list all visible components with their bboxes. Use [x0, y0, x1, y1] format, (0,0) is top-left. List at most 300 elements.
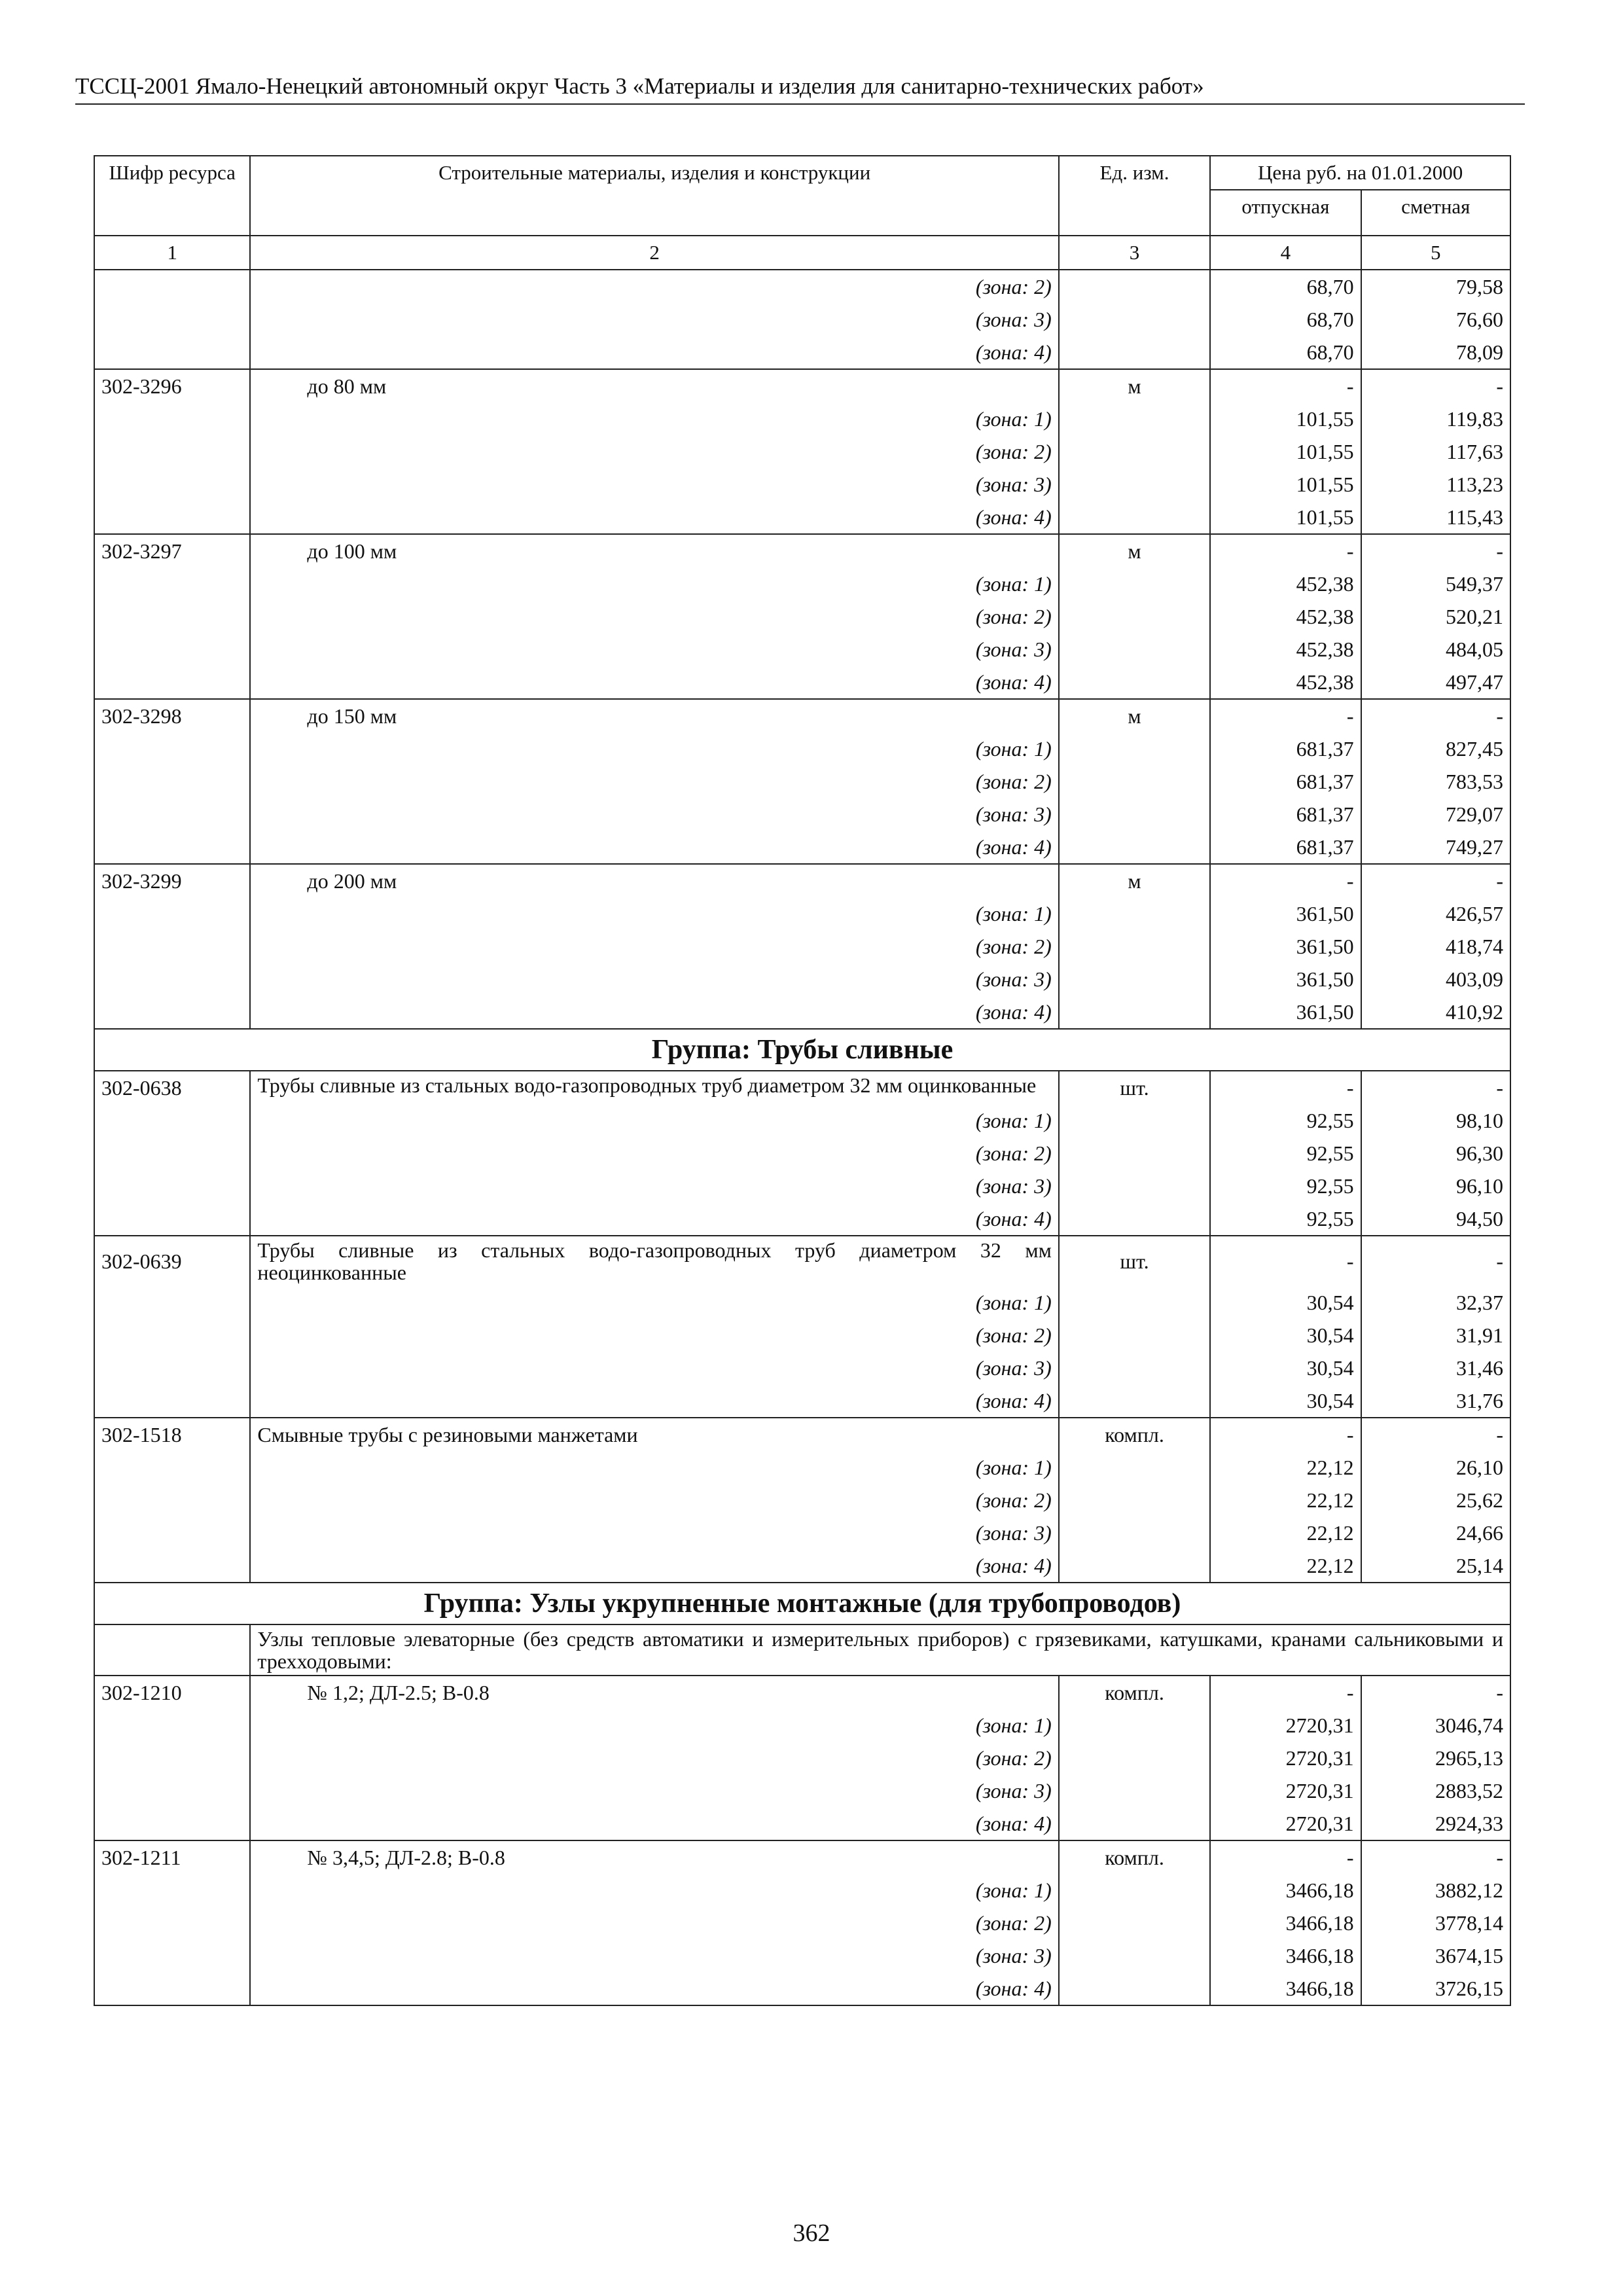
unit-of-measure: [1059, 567, 1210, 600]
release-price: 68,70: [1210, 303, 1361, 336]
col-number-3: 3: [1059, 236, 1210, 270]
resource-code: [94, 1907, 250, 1939]
unit-of-measure: м: [1059, 369, 1210, 403]
unit-of-measure: [1059, 1104, 1210, 1137]
zone-price-row: [94, 1549, 1510, 1583]
zone-price-row: [94, 1286, 1510, 1319]
estimate-price: 3046,74: [1361, 1709, 1510, 1742]
resource-code: [94, 1484, 250, 1516]
unit-of-measure: [1059, 1202, 1210, 1236]
resource-code: [94, 1286, 250, 1319]
zone-label: (зона: 1): [250, 567, 1058, 600]
resource-code: [94, 765, 250, 798]
resource-code: [94, 403, 250, 435]
zone-label: (зона: 3): [250, 633, 1058, 666]
resource-name: до 80 мм: [250, 369, 1058, 403]
zone-label: (зона: 4): [250, 1549, 1058, 1583]
zone-price-row: [94, 1939, 1510, 1972]
zone-label: (зона: 3): [250, 303, 1058, 336]
zone-price-row: [94, 1170, 1510, 1202]
resource-code: [94, 666, 250, 699]
unit-of-measure: [1059, 633, 1210, 666]
release-price: -: [1210, 699, 1361, 732]
estimate-price: 26,10: [1361, 1451, 1510, 1484]
zone-price-row: [94, 930, 1510, 963]
unit-of-measure: [1059, 1907, 1210, 1939]
zone-price-row: [94, 897, 1510, 930]
col-number-4: 4: [1210, 236, 1361, 270]
zone-label: (зона: 3): [250, 1170, 1058, 1202]
col-header-price: Цена руб. на 01.01.2000: [1210, 156, 1510, 190]
unit-of-measure: [1059, 831, 1210, 864]
estimate-price: 113,23: [1361, 468, 1510, 501]
zone-label: (зона: 4): [250, 336, 1058, 369]
resource-row: [94, 534, 1510, 567]
resource-code: [94, 1104, 250, 1137]
resource-code: 302-3297: [94, 534, 250, 567]
estimate-price: 98,10: [1361, 1104, 1510, 1137]
resource-row: [94, 1418, 1510, 1451]
unit-of-measure: [1059, 1384, 1210, 1418]
estimate-price: 426,57: [1361, 897, 1510, 930]
release-price: 681,37: [1210, 831, 1361, 864]
unit-of-measure: [1059, 1939, 1210, 1972]
zone-price-row: [94, 1516, 1510, 1549]
estimate-price: -: [1361, 1236, 1510, 1286]
estimate-price: -: [1361, 864, 1510, 897]
unit-of-measure: шт.: [1059, 1236, 1210, 1286]
unit-of-measure: компл.: [1059, 1418, 1210, 1451]
group-header-row: [94, 1029, 1510, 1071]
zone-label: (зона: 2): [250, 435, 1058, 468]
resource-name: № 1,2; ДЛ-2.5; В-0.8: [250, 1676, 1058, 1709]
release-price: 22,12: [1210, 1484, 1361, 1516]
zone-price-row: [94, 798, 1510, 831]
release-price: 30,54: [1210, 1319, 1361, 1352]
release-price: -: [1210, 1418, 1361, 1451]
unit-of-measure: [1059, 1807, 1210, 1840]
unit-of-measure: [1059, 765, 1210, 798]
zone-price-row: [94, 963, 1510, 996]
unit-of-measure: [1059, 403, 1210, 435]
unit-of-measure: [1059, 963, 1210, 996]
zone-label: (зона: 3): [250, 798, 1058, 831]
release-price: 22,12: [1210, 1451, 1361, 1484]
zone-label: (зона: 4): [250, 666, 1058, 699]
release-price: -: [1210, 1071, 1361, 1104]
estimate-price: -: [1361, 1071, 1510, 1104]
unit-of-measure: [1059, 897, 1210, 930]
release-price: 452,38: [1210, 666, 1361, 699]
estimate-price: -: [1361, 369, 1510, 403]
resource-code: [94, 831, 250, 864]
estimate-price: -: [1361, 1676, 1510, 1709]
resource-name: до 200 мм: [250, 864, 1058, 897]
zone-label: (зона: 4): [250, 501, 1058, 534]
release-price: 92,55: [1210, 1170, 1361, 1202]
zone-label: (зона: 4): [250, 1807, 1058, 1840]
zone-label: (зона: 2): [250, 1137, 1058, 1170]
unit-of-measure: [1059, 1516, 1210, 1549]
resource-row: [94, 864, 1510, 897]
zone-label: (зона: 1): [250, 1709, 1058, 1742]
release-price: 3466,18: [1210, 1972, 1361, 2005]
resource-code: 302-3298: [94, 699, 250, 732]
estimate-price: 119,83: [1361, 403, 1510, 435]
unit-of-measure: м: [1059, 864, 1210, 897]
estimate-price: 25,14: [1361, 1549, 1510, 1583]
resource-code: [94, 1874, 250, 1907]
resource-code: 302-3299: [94, 864, 250, 897]
resource-row: [94, 1071, 1510, 1104]
unit-of-measure: [1059, 666, 1210, 699]
zone-price-row: [94, 1352, 1510, 1384]
unit-of-measure: [1059, 336, 1210, 369]
resource-row: [94, 1676, 1510, 1709]
estimate-price: 3726,15: [1361, 1972, 1510, 2005]
resource-code: [94, 1807, 250, 1840]
estimate-price: 115,43: [1361, 501, 1510, 534]
zone-label: (зона: 3): [250, 1516, 1058, 1549]
estimate-price: 31,46: [1361, 1352, 1510, 1384]
resource-code: [94, 1774, 250, 1807]
resource-code: 302-1518: [94, 1418, 250, 1451]
estimate-price: 549,37: [1361, 567, 1510, 600]
unit-of-measure: [1059, 501, 1210, 534]
resource-code: [94, 1972, 250, 2005]
release-price: 92,55: [1210, 1202, 1361, 1236]
estimate-price: 484,05: [1361, 633, 1510, 666]
zone-price-row: [94, 501, 1510, 534]
resource-code: [94, 996, 250, 1029]
col-number-5: 5: [1361, 236, 1510, 270]
resource-code: [94, 1709, 250, 1742]
release-price: 101,55: [1210, 501, 1361, 534]
unit-of-measure: [1059, 1286, 1210, 1319]
release-price: 2720,31: [1210, 1774, 1361, 1807]
release-price: 68,70: [1210, 270, 1361, 303]
zone-label: (зона: 1): [250, 732, 1058, 765]
zone-label: (зона: 2): [250, 600, 1058, 633]
release-price: 2720,31: [1210, 1742, 1361, 1774]
resource-code: [94, 1549, 250, 1583]
resource-code: 302-3296: [94, 369, 250, 403]
resource-code: [94, 1451, 250, 1484]
resource-code: [94, 798, 250, 831]
resource-code: 302-1210: [94, 1676, 250, 1709]
release-price: 30,54: [1210, 1286, 1361, 1319]
zone-price-row: [94, 996, 1510, 1029]
estimate-price: 78,09: [1361, 336, 1510, 369]
zone-price-row: [94, 1807, 1510, 1840]
unit-of-measure: [1059, 930, 1210, 963]
release-price: 92,55: [1210, 1137, 1361, 1170]
resource-code: 302-0638: [94, 1071, 250, 1104]
resource-code: [94, 633, 250, 666]
col-header-release-price: отпускная: [1210, 190, 1361, 236]
release-price: -: [1210, 534, 1361, 567]
resource-code: [94, 1939, 250, 1972]
col-header-name: Строительные материалы, изделия и конструкции: [250, 156, 1058, 236]
release-price: 361,50: [1210, 930, 1361, 963]
resource-code: [94, 1137, 250, 1170]
unit-of-measure: [1059, 303, 1210, 336]
zone-price-row: [94, 831, 1510, 864]
resource-code: [94, 1170, 250, 1202]
release-price: 101,55: [1210, 468, 1361, 501]
zone-label: (зона: 4): [250, 1384, 1058, 1418]
release-price: 22,12: [1210, 1549, 1361, 1583]
unit-of-measure: [1059, 1319, 1210, 1352]
zone-price-row: [94, 1484, 1510, 1516]
zone-price-row: [94, 270, 1510, 303]
unit-of-measure: компл.: [1059, 1840, 1210, 1874]
resource-code: [94, 468, 250, 501]
zone-label: (зона: 2): [250, 1907, 1058, 1939]
estimate-price: 783,53: [1361, 765, 1510, 798]
zone-label: (зона: 3): [250, 1939, 1058, 1972]
zone-label: (зона: 2): [250, 1319, 1058, 1352]
zone-price-row: [94, 1202, 1510, 1236]
release-price: 361,50: [1210, 963, 1361, 996]
col-header-estimate-price: сметная: [1361, 190, 1510, 236]
resource-row: [94, 1840, 1510, 1874]
estimate-price: 31,76: [1361, 1384, 1510, 1418]
release-price: 2720,31: [1210, 1709, 1361, 1742]
zone-price-row: [94, 732, 1510, 765]
zone-price-row: [94, 336, 1510, 369]
estimate-price: 520,21: [1361, 600, 1510, 633]
table-body: [94, 270, 1510, 2005]
zone-label: (зона: 2): [250, 1742, 1058, 1774]
estimate-price: 31,91: [1361, 1319, 1510, 1352]
estimate-price: -: [1361, 534, 1510, 567]
release-price: 68,70: [1210, 336, 1361, 369]
unit-of-measure: [1059, 1972, 1210, 2005]
unit-of-measure: [1059, 732, 1210, 765]
estimate-price: 117,63: [1361, 435, 1510, 468]
resource-code: [94, 732, 250, 765]
zone-label: (зона: 4): [250, 996, 1058, 1029]
unit-of-measure: [1059, 600, 1210, 633]
zone-price-row: [94, 1709, 1510, 1742]
unit-of-measure: [1059, 1874, 1210, 1907]
release-price: 30,54: [1210, 1352, 1361, 1384]
zone-label: (зона: 2): [250, 930, 1058, 963]
resource-row: [94, 1236, 1510, 1286]
zone-price-row: [94, 1384, 1510, 1418]
release-price: 681,37: [1210, 765, 1361, 798]
unit-of-measure: [1059, 270, 1210, 303]
resource-code: [94, 897, 250, 930]
release-price: -: [1210, 1676, 1361, 1709]
unit-of-measure: [1059, 435, 1210, 468]
release-price: -: [1210, 369, 1361, 403]
release-price: 101,55: [1210, 403, 1361, 435]
zone-label: (зона: 4): [250, 831, 1058, 864]
zone-label: (зона: 2): [250, 765, 1058, 798]
resource-code: [94, 303, 250, 336]
zone-label: (зона: 4): [250, 1202, 1058, 1236]
resource-code: [94, 435, 250, 468]
resource-code: [94, 1319, 250, 1352]
zone-label: (зона: 3): [250, 468, 1058, 501]
release-price: 101,55: [1210, 435, 1361, 468]
release-price: 22,12: [1210, 1516, 1361, 1549]
resource-code: [94, 1202, 250, 1236]
unit-of-measure: [1059, 1484, 1210, 1516]
estimate-price: 3674,15: [1361, 1939, 1510, 1972]
unit-of-measure: [1059, 1352, 1210, 1384]
zone-price-row: [94, 303, 1510, 336]
estimate-price: 32,37: [1361, 1286, 1510, 1319]
zone-price-row: [94, 468, 1510, 501]
unit-of-measure: [1059, 1709, 1210, 1742]
unit-of-measure: [1059, 996, 1210, 1029]
unit-of-measure: [1059, 1774, 1210, 1807]
zone-price-row: [94, 435, 1510, 468]
resource-code: [94, 336, 250, 369]
zone-label: (зона: 1): [250, 897, 1058, 930]
resource-name: Смывные трубы с резиновыми манжетами: [250, 1418, 1058, 1451]
unit-of-measure: компл.: [1059, 1676, 1210, 1709]
resource-code: [94, 1384, 250, 1418]
zone-price-row: [94, 1104, 1510, 1137]
release-price: -: [1210, 864, 1361, 897]
resource-name: до 150 мм: [250, 699, 1058, 732]
zone-price-row: [94, 600, 1510, 633]
zone-label: (зона: 2): [250, 270, 1058, 303]
zone-price-row: [94, 1137, 1510, 1170]
resource-name: № 3,4,5; ДЛ-2.8; В-0.8: [250, 1840, 1058, 1874]
zone-price-row: [94, 1451, 1510, 1484]
release-price: 452,38: [1210, 567, 1361, 600]
estimate-price: 403,09: [1361, 963, 1510, 996]
estimate-price: 497,47: [1361, 666, 1510, 699]
group-title: Группа: Узлы укрупненные монтажные (для трубопроводов): [94, 1583, 1510, 1624]
unit-of-measure: м: [1059, 534, 1210, 567]
release-price: 361,50: [1210, 897, 1361, 930]
estimate-price: 25,62: [1361, 1484, 1510, 1516]
col-header-unit: Ед. изм.: [1059, 156, 1210, 236]
resource-code: 302-1211: [94, 1840, 250, 1874]
estimate-price: 96,30: [1361, 1137, 1510, 1170]
unit-of-measure: шт.: [1059, 1071, 1210, 1104]
unit-of-measure: [1059, 1170, 1210, 1202]
estimate-price: 418,74: [1361, 930, 1510, 963]
zone-price-row: [94, 567, 1510, 600]
release-price: 452,38: [1210, 600, 1361, 633]
zone-price-row: [94, 1774, 1510, 1807]
col-number-2: 2: [250, 236, 1058, 270]
zone-label: (зона: 3): [250, 1352, 1058, 1384]
unit-of-measure: [1059, 1549, 1210, 1583]
resource-name: Трубы сливные из стальных водо-газопроводных труб диаметром 32 мм оцинкованные: [250, 1071, 1058, 1104]
release-price: 681,37: [1210, 732, 1361, 765]
unit-of-measure: м: [1059, 699, 1210, 732]
resource-code: [94, 930, 250, 963]
zone-price-row: [94, 1742, 1510, 1774]
release-price: 3466,18: [1210, 1874, 1361, 1907]
zone-label: (зона: 3): [250, 1774, 1058, 1807]
zone-label: (зона: 3): [250, 963, 1058, 996]
release-price: 3466,18: [1210, 1939, 1361, 1972]
estimate-price: 3882,12: [1361, 1874, 1510, 1907]
estimate-price: 76,60: [1361, 303, 1510, 336]
resource-row: [94, 699, 1510, 732]
note-code-cell: [94, 1624, 250, 1676]
resource-code: [94, 1516, 250, 1549]
unit-of-measure: [1059, 1742, 1210, 1774]
zone-label: (зона: 1): [250, 1874, 1058, 1907]
page-number: 362: [793, 2219, 830, 2247]
resource-row: [94, 369, 1510, 403]
zone-price-row: [94, 1319, 1510, 1352]
resource-code: 302-0639: [94, 1236, 250, 1286]
col-header-code: Шифр ресурса: [94, 156, 250, 236]
estimate-price: 24,66: [1361, 1516, 1510, 1549]
unit-of-measure: [1059, 468, 1210, 501]
price-table: [94, 155, 1511, 2006]
estimate-price: -: [1361, 699, 1510, 732]
col-number-1: 1: [94, 236, 250, 270]
estimate-price: 3778,14: [1361, 1907, 1510, 1939]
release-price: -: [1210, 1840, 1361, 1874]
estimate-price: 2924,33: [1361, 1807, 1510, 1840]
estimate-price: 2883,52: [1361, 1774, 1510, 1807]
release-price: 681,37: [1210, 798, 1361, 831]
estimate-price: 410,92: [1361, 996, 1510, 1029]
release-price: -: [1210, 1236, 1361, 1286]
zone-price-row: [94, 1907, 1510, 1939]
release-price: 2720,31: [1210, 1807, 1361, 1840]
release-price: 3466,18: [1210, 1907, 1361, 1939]
zone-price-row: [94, 666, 1510, 699]
estimate-price: 2965,13: [1361, 1742, 1510, 1774]
zone-label: (зона: 1): [250, 403, 1058, 435]
resource-code: [94, 1352, 250, 1384]
subgroup-note: Узлы тепловые элеваторные (без средств автоматики и измерительных приборов) с грязевиками, катушками, кранами сальниковыми и трехходовыми:: [250, 1624, 1510, 1676]
resource-code: [94, 1742, 250, 1774]
resource-code: [94, 963, 250, 996]
estimate-price: -: [1361, 1840, 1510, 1874]
zone-price-row: [94, 633, 1510, 666]
zone-label: (зона: 1): [250, 1451, 1058, 1484]
release-price: 452,38: [1210, 633, 1361, 666]
group-title: Группа: Трубы сливные: [94, 1029, 1510, 1071]
resource-code: [94, 567, 250, 600]
zone-price-row: [94, 403, 1510, 435]
zone-price-row: [94, 1972, 1510, 2005]
resource-name: Трубы сливные из стальных водо-газопроводных труб диаметром 32 мм неоцинкованные: [250, 1236, 1058, 1286]
zone-label: (зона: 4): [250, 1972, 1058, 2005]
resource-name: до 100 мм: [250, 534, 1058, 567]
unit-of-measure: [1059, 1451, 1210, 1484]
zone-price-row: [94, 1874, 1510, 1907]
unit-of-measure: [1059, 1137, 1210, 1170]
group-header-row: [94, 1583, 1510, 1624]
resource-code: [94, 270, 250, 303]
release-price: 361,50: [1210, 996, 1361, 1029]
zone-price-row: [94, 765, 1510, 798]
subgroup-note-row: [94, 1624, 1510, 1676]
resource-code: [94, 501, 250, 534]
release-price: 92,55: [1210, 1104, 1361, 1137]
estimate-price: 827,45: [1361, 732, 1510, 765]
unit-of-measure: [1059, 798, 1210, 831]
release-price: 30,54: [1210, 1384, 1361, 1418]
estimate-price: 94,50: [1361, 1202, 1510, 1236]
